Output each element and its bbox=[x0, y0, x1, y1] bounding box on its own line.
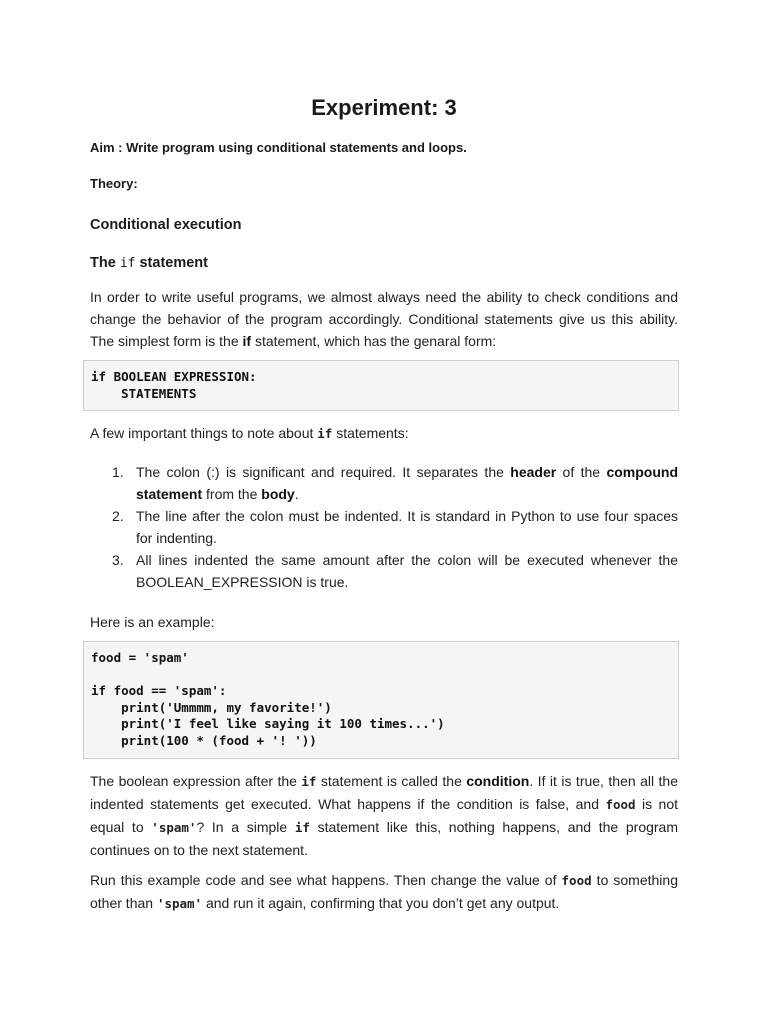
list-text: from the bbox=[202, 486, 262, 502]
run-code: food bbox=[561, 873, 592, 888]
intro-text-1: In order to write useful programs, we almost always need the ability to check conditions and change the behavior of the program accordingly. Conditional statements give us this ability. The simplest form is the bbox=[90, 289, 678, 349]
code-line: print(100 * (food + '! ')) bbox=[91, 732, 317, 748]
notes-intro-pre: A few important things to note about bbox=[90, 425, 318, 441]
explain-text: is not equal to bbox=[90, 796, 678, 835]
subheading-if-statement bbox=[90, 255, 208, 271]
run-text: and run it again, confirming that you don’t get any output. bbox=[202, 895, 560, 911]
subheading-post: statement bbox=[135, 255, 208, 271]
list-text: The colon ( bbox=[136, 464, 212, 480]
section-heading: Conditional execution bbox=[90, 217, 242, 233]
notes-intro-code: if bbox=[317, 426, 333, 441]
explain-text: statement like this, nothing happens, and the program continues on to the next statement. bbox=[90, 819, 679, 858]
list-bold-term: header bbox=[510, 464, 557, 480]
example-intro: Here is an example: bbox=[90, 614, 215, 630]
list-number: 3. bbox=[112, 552, 124, 568]
code-line: STATEMENTS bbox=[91, 385, 197, 401]
code-block-example bbox=[83, 641, 679, 759]
explain-paragraph bbox=[90, 770, 678, 861]
run-text: to something other than bbox=[90, 872, 678, 911]
intro-keyword: if bbox=[242, 333, 252, 349]
list-bold-term: body bbox=[261, 486, 295, 502]
list-bold-term: compound statement bbox=[136, 464, 678, 502]
subheading-code: if bbox=[119, 256, 136, 271]
list-text: The line after the colon must be indented. It is standard in Python to use four spaces for indenting. bbox=[136, 508, 678, 546]
list-text: ) is significant and required. It separates the bbox=[214, 464, 511, 480]
list-number: 2. bbox=[112, 508, 124, 524]
theory-label: Theory: bbox=[90, 176, 138, 191]
explain-code: food bbox=[605, 797, 636, 812]
explain-text: The boolean expression after the bbox=[90, 773, 302, 789]
list-item bbox=[90, 461, 678, 505]
list-item bbox=[90, 505, 678, 549]
code-line bbox=[91, 667, 678, 684]
code-line: food = 'spam' bbox=[91, 650, 189, 665]
code-line: if BOOLEAN EXPRESSION: bbox=[91, 369, 257, 384]
list-text: All lines indented the same amount after the colon will be executed whenever the BOOLEAN_EXPRESSION is true. bbox=[136, 552, 678, 590]
list-code: : bbox=[211, 464, 215, 480]
list-number: 1. bbox=[112, 464, 124, 480]
list-text: . bbox=[294, 486, 299, 502]
explain-code: if bbox=[301, 774, 317, 789]
list-item bbox=[90, 549, 678, 593]
explain-code: if bbox=[294, 820, 310, 835]
aim-line: Aim : Write program using conditional statements and loops. bbox=[90, 140, 467, 155]
intro-paragraph bbox=[90, 286, 678, 352]
explain-text: ? In a simple bbox=[196, 819, 295, 835]
run-paragraph bbox=[90, 869, 678, 915]
code-line: if food == 'spam': bbox=[91, 683, 227, 698]
notes-intro-post: statements: bbox=[332, 425, 409, 441]
explain-code: 'spam' bbox=[151, 820, 197, 835]
subheading-pre: The bbox=[90, 255, 120, 271]
notes-intro bbox=[90, 422, 678, 445]
code-line: print('I feel like saying it 100 times...') bbox=[91, 716, 445, 731]
explain-text: . If it is true, then all the indented statements get executed. What happens if the condition is false, and bbox=[90, 773, 679, 812]
explain-text: statement is called the bbox=[316, 773, 467, 789]
list-text: of the bbox=[556, 464, 607, 480]
code-block-general-form bbox=[83, 360, 679, 411]
run-text: Run this example code and see what happens. Then change the value of bbox=[90, 872, 562, 888]
intro-text-2: statement, which has the genaral form: bbox=[251, 333, 497, 349]
run-code: 'spam' bbox=[156, 896, 203, 911]
explain-bold-term: condition bbox=[466, 773, 530, 789]
notes-list bbox=[90, 461, 678, 593]
code-line: print('Ummmm, my favorite!') bbox=[91, 699, 332, 715]
page-title: Experiment: 3 bbox=[311, 95, 457, 120]
